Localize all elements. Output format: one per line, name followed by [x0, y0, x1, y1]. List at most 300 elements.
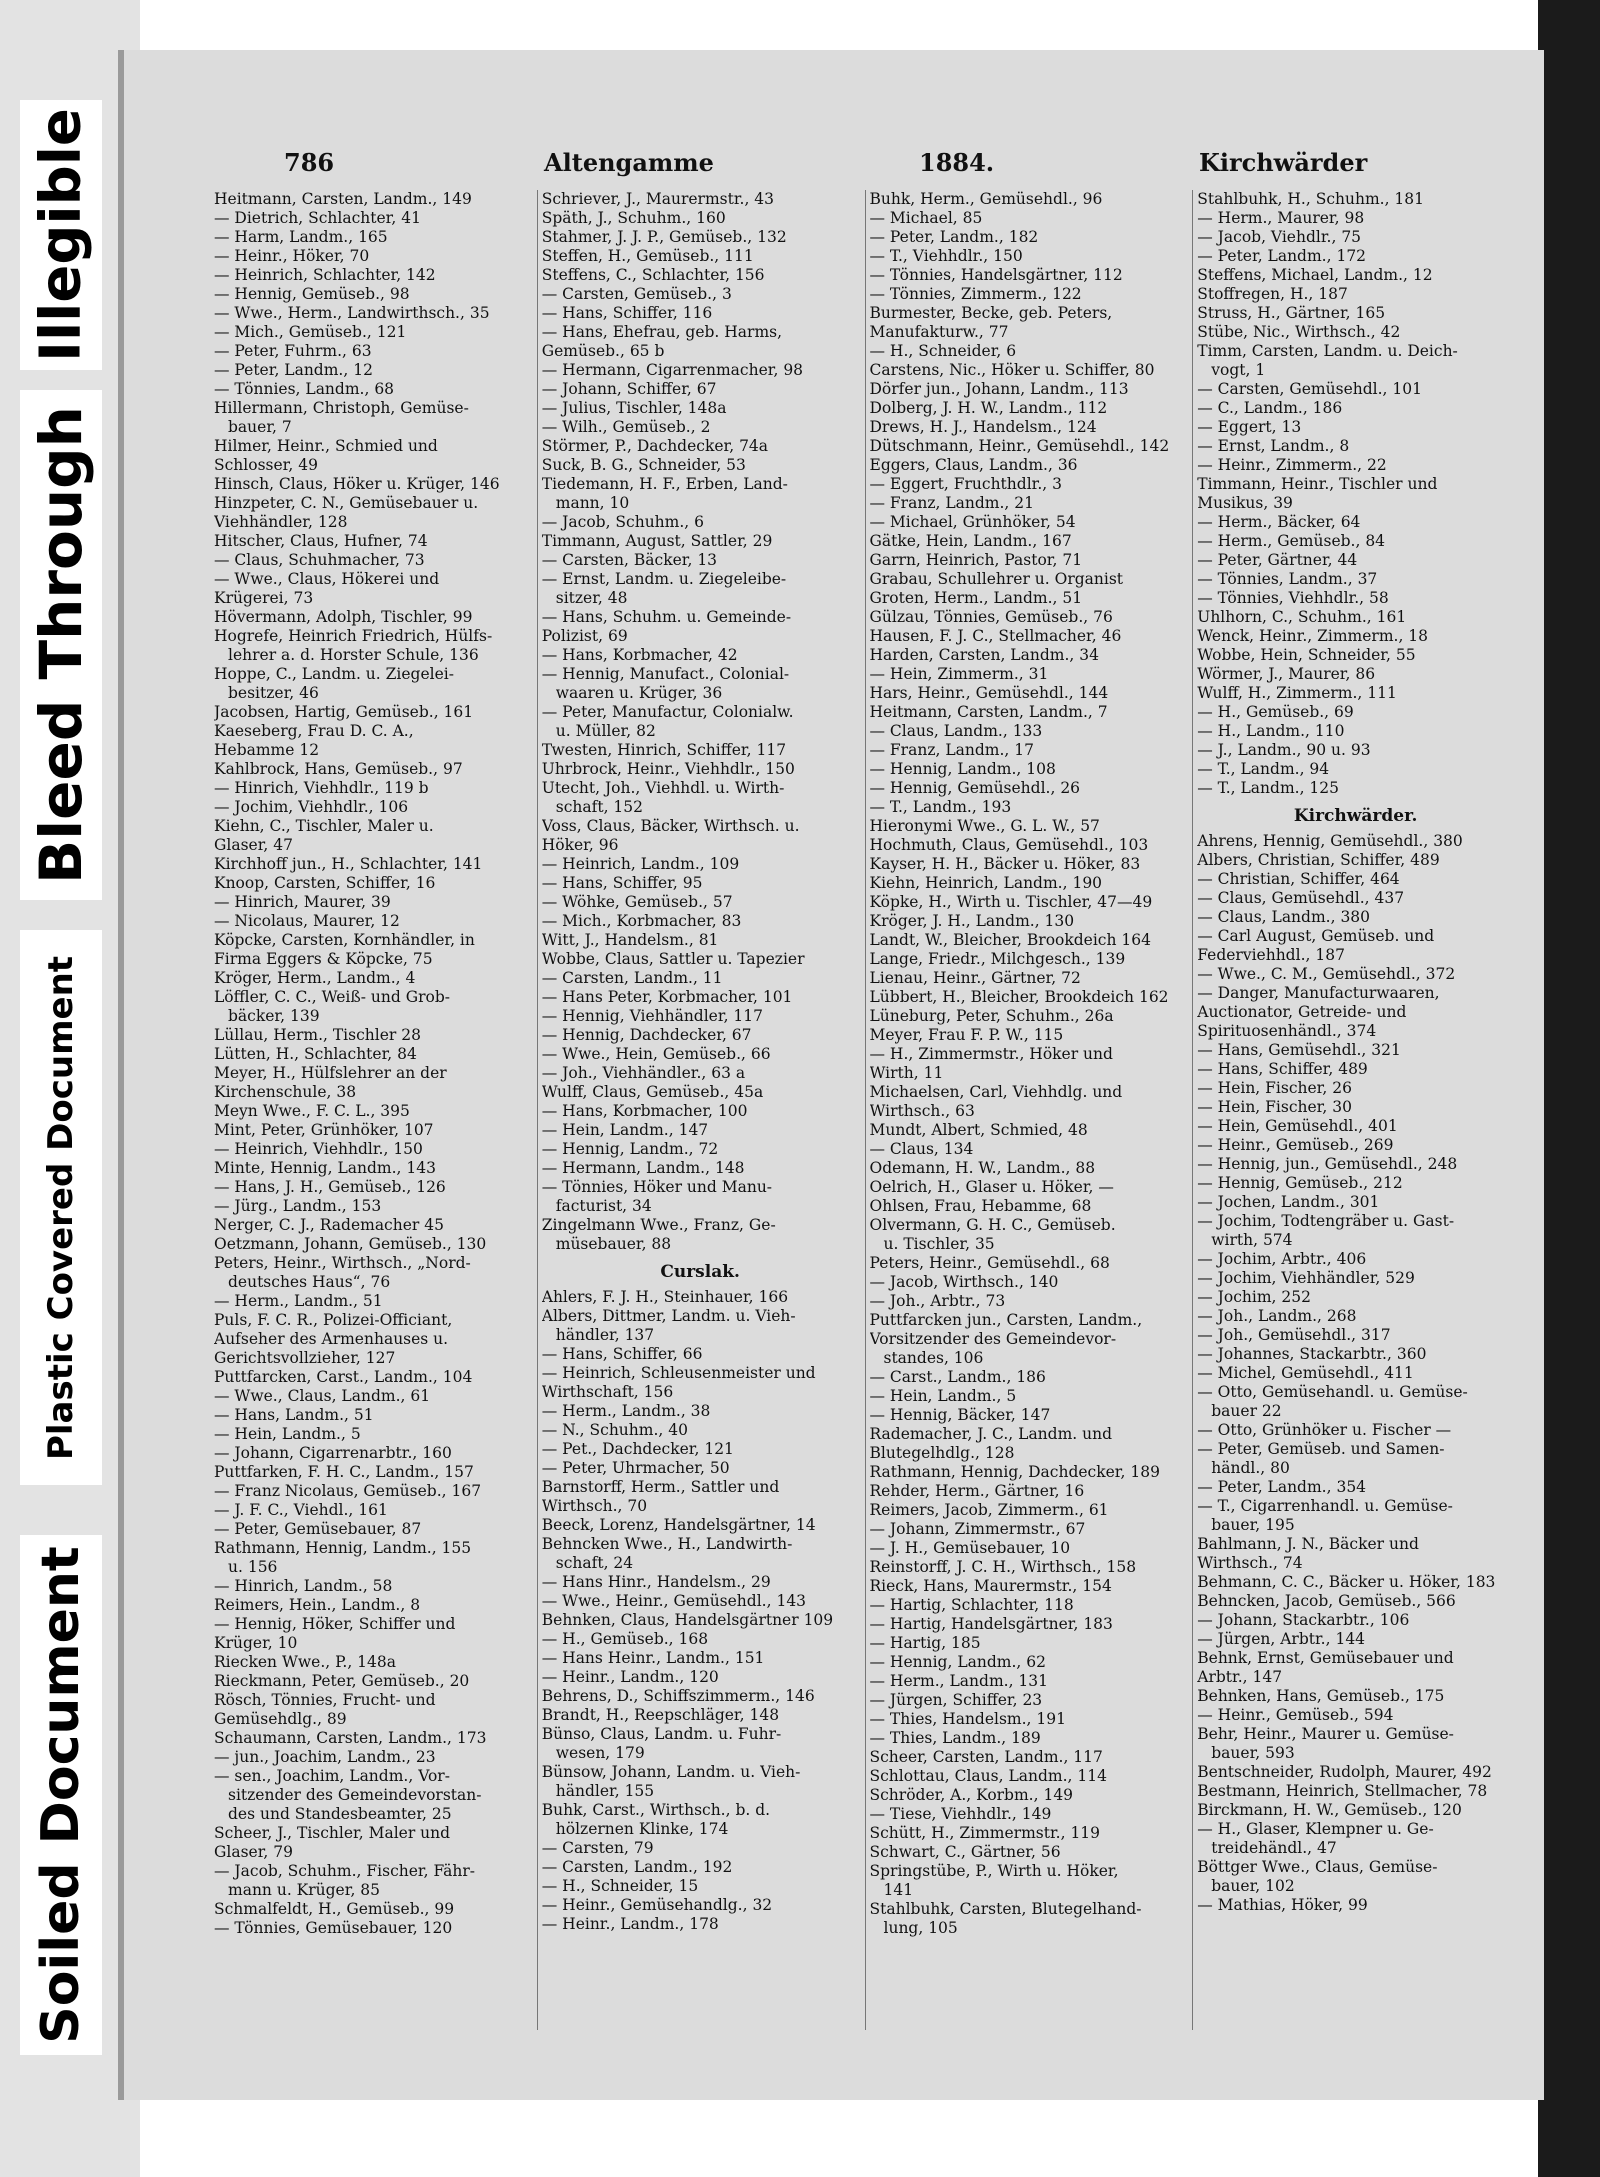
- directory-entry: — Peter, Landm., 182: [869, 228, 1039, 246]
- directory-entry: Wulff, Claus, Gemüseb., 45a: [541, 1083, 764, 1101]
- directory-entry: — T., Cigarrenhandl. u. Gemüse-: [1197, 1497, 1453, 1515]
- label-illegible-text: Illegible: [28, 108, 94, 362]
- section-heading: Kirchwärder.: [1293, 806, 1418, 826]
- directory-entry: u. 156: [228, 1558, 278, 1576]
- directory-entry: Manufakturw., 77: [869, 323, 1009, 341]
- directory-entry: Zingelmann Wwe., Franz, Ge-: [541, 1216, 776, 1234]
- directory-entry: Tiedemann, H. F., Erben, Land-: [541, 475, 788, 493]
- directory-entry: Uhlhorn, C., Schuhm., 161: [1197, 608, 1407, 626]
- directory-entry: — Jochim, Todtengräber u. Gast-: [1197, 1212, 1455, 1230]
- directory-entry: — Carst., Landm., 186: [869, 1368, 1046, 1386]
- directory-entry: händl., 80: [1211, 1459, 1290, 1477]
- directory-entry: müsebauer, 88: [555, 1235, 672, 1253]
- directory-entry: — Harm, Landm., 165: [214, 228, 388, 246]
- directory-entry: — Tönnies, Höker und Manu-: [541, 1178, 773, 1196]
- directory-entry: — Hans, Schiffer, 95: [541, 874, 703, 892]
- directory-entry: — H., Landm., 110: [1197, 722, 1345, 740]
- directory-entry: — Otto, Grünhöker u. Fischer —: [1197, 1421, 1452, 1439]
- directory-entry: Rieckmann, Peter, Gemüseb., 20: [214, 1672, 470, 1690]
- directory-entry: Hitscher, Claus, Hufner, 74: [214, 532, 428, 550]
- directory-entry: — J., Landm., 90 u. 93: [1197, 741, 1371, 759]
- directory-entry: — T., Viehhdlr., 150: [869, 247, 1023, 265]
- directory-entry: Dolberg, J. H. W., Landm., 112: [869, 399, 1108, 417]
- directory-entry: Arbtr., 147: [1197, 1668, 1283, 1686]
- directory-entry: Stübe, Nic., Wirthsch., 42: [1197, 323, 1401, 341]
- directory-entry: — Heinr., Gemüseb., 269: [1197, 1136, 1394, 1154]
- directory-entry: Gätke, Hein, Landm., 167: [869, 532, 1072, 550]
- directory-entry: Groten, Herm., Landm., 51: [869, 589, 1083, 607]
- directory-entry: mann, 10: [555, 494, 630, 512]
- directory-entry: — Peter, Landm., 12: [214, 361, 373, 379]
- directory-entry: — Otto, Gemüsehandl. u. Gemüse-: [1197, 1383, 1468, 1401]
- directory-entry: Hars, Heinr., Gemüsehdl., 144: [869, 684, 1109, 702]
- directory-entry: — Hennig, Landm., 72: [541, 1140, 719, 1158]
- directory-entry: — Wwe., Hein, Gemüseb., 66: [541, 1045, 771, 1063]
- label-plastic-covered: [20, 930, 102, 1485]
- directory-entry: — Carsten, Gemüseb., 3: [541, 285, 732, 303]
- directory-entry: Böttger Wwe., Claus, Gemüse-: [1197, 1858, 1438, 1876]
- directory-entry: Hebamme 12: [214, 741, 320, 759]
- directory-entry: Behnk, Ernst, Gemüsebauer und: [1197, 1649, 1454, 1667]
- directory-entry: — Joh., Landm., 268: [1197, 1307, 1357, 1325]
- directory-entry: Wobbe, Claus, Sattler u. Tapezier: [541, 950, 805, 968]
- directory-entry: Mundt, Albert, Schmied, 48: [869, 1121, 1088, 1139]
- directory-entry: Minte, Hennig, Landm., 143: [214, 1159, 436, 1177]
- directory-entry: Gemüseb., 65 b: [541, 342, 665, 360]
- directory-entry: Wirthsch., 70: [541, 1497, 648, 1515]
- directory-entry: — Johann, Zimmermstr., 67: [869, 1520, 1086, 1538]
- directory-entry: — Peter, Gemüsebauer, 87: [214, 1520, 422, 1538]
- directory-entry: Kirchhoff jun., H., Schlachter, 141: [214, 855, 483, 873]
- directory-entry: Scheer, Carsten, Landm., 117: [869, 1748, 1103, 1766]
- directory-entry: Rehder, Herm., Gärtner, 16: [869, 1482, 1085, 1500]
- directory-entry: — Hinrich, Maurer, 39: [214, 893, 391, 911]
- directory-entry: Wenck, Heinr., Zimmerm., 18: [1197, 627, 1429, 645]
- directory-entry: — Tönnies, Gemüsebauer, 120: [214, 1919, 453, 1937]
- directory-entry: Wobbe, Hein, Schneider, 55: [1197, 646, 1416, 664]
- directory-entry: — T., Landm., 193: [869, 798, 1012, 816]
- directory-entry: Birckmann, H. W., Gemüseb., 120: [1197, 1801, 1462, 1819]
- directory-entry: Polizist, 69: [541, 627, 628, 645]
- directory-entry: — Hennig, Manufact., Colonial-: [541, 665, 790, 683]
- directory-entry: Bünsow, Johann, Landm. u. Vieh-: [541, 1763, 801, 1781]
- directory-entry: — Heinr., Höker, 70: [214, 247, 370, 265]
- column-4: [1197, 190, 1520, 2030]
- directory-entry: sitzender des Gemeindevorstan-: [228, 1786, 482, 1804]
- directory-entry: Knoop, Carsten, Schiffer, 16: [214, 874, 436, 892]
- directory-entry: Meyn Wwe., F. C. L., 395: [214, 1102, 410, 1120]
- directory-entry: — Hans, Schiffer, 116: [541, 304, 713, 322]
- directory-entry: händler, 155: [555, 1782, 655, 1800]
- directory-entry: — Heinrich, Schleusenmeister und: [541, 1364, 816, 1382]
- directory-entry: Albers, Dittmer, Landm. u. Vieh-: [541, 1307, 796, 1325]
- directory-entry: — Hein, Fischer, 26: [1197, 1079, 1352, 1097]
- directory-entry: — sen., Joachim, Landm., Vor-: [214, 1767, 450, 1785]
- left-running-title: Altengamme: [544, 148, 714, 177]
- directory-entry: — N., Schuhm., 40: [541, 1421, 688, 1439]
- directory-entry: Utecht, Joh., Viehhdl. u. Wirth-: [541, 779, 785, 797]
- directory-entry: Ohlsen, Frau, Hebamme, 68: [869, 1197, 1092, 1215]
- directory-entry: sitzer, 48: [555, 589, 628, 607]
- directory-entry: Reinstorff, J. C. H., Wirthsch., 158: [869, 1558, 1137, 1576]
- directory-entry: Timmann, Heinr., Tischler und: [1197, 475, 1438, 493]
- directory-entry: Blutegelhdlg., 128: [869, 1444, 1015, 1462]
- directory-entry: Glaser, 47: [214, 836, 293, 854]
- directory-entry: — Pet., Dachdecker, 121: [541, 1440, 734, 1458]
- directory-entry: Wirthschaft, 156: [541, 1383, 674, 1401]
- directory-entry: — H., Schneider, 15: [541, 1877, 699, 1895]
- directory-entry: — Hein, Fischer, 30: [1197, 1098, 1352, 1116]
- directory-entry: Schütt, H., Zimmermstr., 119: [869, 1824, 1101, 1842]
- directory-entry: Wörmer, J., Maurer, 86: [1197, 665, 1376, 683]
- directory-entry: Kayser, H. H., Bäcker u. Höker, 83: [869, 855, 1141, 873]
- directory-entry: — Carl August, Gemüseb. und: [1197, 927, 1435, 945]
- directory-entry: Grabau, Schullehrer u. Organist: [869, 570, 1124, 588]
- directory-entry: waaren u. Krüger, 36: [555, 684, 723, 702]
- directory-entry: treidehändl., 47: [1211, 1839, 1337, 1857]
- directory-entry: Springstübe, P., Wirth u. Höker,: [869, 1862, 1119, 1880]
- directory-entry: — Carsten, 79: [541, 1839, 654, 1857]
- directory-entry: u. Tischler, 35: [883, 1235, 995, 1253]
- directory-entry: standes, 106: [883, 1349, 984, 1367]
- directory-entry: — Wöhke, Gemüseb., 57: [541, 893, 733, 911]
- directory-entry: u. Müller, 82: [555, 722, 656, 740]
- directory-entry: Kiehn, Heinrich, Landm., 190: [869, 874, 1103, 892]
- label-repaired-document: [0, 910, 22, 934]
- directory-entry: besitzer, 46: [228, 684, 319, 702]
- directory-entry: Hausen, F. J. C., Stellmacher, 46: [869, 627, 1122, 645]
- directory-entry: — Hennig, Landm., 62: [869, 1653, 1046, 1671]
- directory-entry: — Nicolaus, Maurer, 12: [214, 912, 400, 930]
- directory-entry: — Herm., Gemüseb., 84: [1197, 532, 1386, 550]
- directory-entry: — Heinr., Gemüsehandlg., 32: [541, 1896, 773, 1914]
- directory-entry: — Joh., Gemüsehdl., 317: [1197, 1326, 1391, 1344]
- directory-entry: — Julius, Tischler, 148a: [541, 399, 727, 417]
- directory-entry: — Heinr., Gemüseb., 594: [1197, 1706, 1394, 1724]
- directory-entry: — Jacob, Schuhm., 6: [541, 513, 705, 531]
- directory-entry: Steffens, C., Schlachter, 156: [541, 266, 765, 284]
- directory-entry: — Tiese, Viehhdlr., 149: [869, 1805, 1052, 1823]
- directory-entry: — Wwe., Claus, Hökerei und: [214, 570, 440, 588]
- directory-entry: Albers, Christian, Schiffer, 489: [1197, 851, 1440, 869]
- directory-entry: Behnken, Claus, Handelsgärtner 109: [541, 1611, 834, 1629]
- directory-entry: — C., Landm., 186: [1197, 399, 1343, 417]
- directory-entry: Späth, J., Schuhm., 160: [541, 209, 726, 227]
- directory-entry: — Hans Heinr., Landm., 151: [541, 1649, 765, 1667]
- directory-entry: — Heinr., Zimmerm., 22: [1197, 456, 1387, 474]
- directory-entry: Jacobsen, Hartig, Gemüseb., 161: [214, 703, 474, 721]
- directory-entry: schaft, 24: [555, 1554, 634, 1572]
- directory-entry: — Hans, Korbmacher, 100: [541, 1102, 748, 1120]
- directory-entry: — J. H., Gemüsebauer, 10: [869, 1539, 1071, 1557]
- directory-entry: — Christian, Schiffer, 464: [1197, 870, 1400, 888]
- directory-entry: Heitmann, Carsten, Landm., 7: [869, 703, 1108, 721]
- directory-entry: — Carsten, Bäcker, 13: [541, 551, 718, 569]
- right-dark-margin: [1538, 0, 1600, 2177]
- directory-entry: — Mich., Korbmacher, 83: [541, 912, 742, 930]
- directory-entry: — Hein, Landm., 5: [214, 1425, 361, 1443]
- directory-entry: — Hennig, Viehhändler, 117: [541, 1007, 764, 1025]
- directory-entry: Kiehn, C., Tischler, Maler u.: [214, 817, 434, 835]
- column-1: [214, 190, 538, 2030]
- directory-entry: Hilmer, Heinr., Schmied und: [214, 437, 438, 455]
- directory-entry: wirth, 574: [1211, 1231, 1293, 1249]
- directory-entry: — Hermann, Cigarrenmacher, 98: [541, 361, 804, 379]
- directory-entry: — Herm., Landm., 131: [869, 1672, 1049, 1690]
- directory-entry: Gerichtsvollzieher, 127: [214, 1349, 396, 1367]
- directory-entry: Suck, B. G., Schneider, 53: [541, 456, 746, 474]
- directory-entry: — Mich., Gemüseb., 121: [214, 323, 407, 341]
- directory-entry: Lienau, Heinr., Gärtner, 72: [869, 969, 1081, 987]
- directory-entry: Lüllau, Herm., Tischler 28: [214, 1026, 421, 1044]
- directory-entry: mann u. Krüger, 85: [228, 1881, 381, 1899]
- directory-entry: Schwart, C., Gärtner, 56: [869, 1843, 1061, 1861]
- directory-entry: — Heinrich, Viehhdlr., 150: [214, 1140, 423, 1158]
- directory-entry: — Danger, Manufacturwaaren,: [1197, 984, 1440, 1002]
- directory-entry: Rösch, Tönnies, Frucht- und: [214, 1691, 436, 1709]
- directory-entry: Peters, Heinr., Gemüsehdl., 68: [869, 1254, 1110, 1272]
- directory-entry: Lange, Friedr., Milchgesch., 139: [869, 950, 1126, 968]
- directory-entry: — Hennig, Gemüseb., 212: [1197, 1174, 1403, 1192]
- directory-entry: — Eggert, 13: [1197, 418, 1302, 436]
- label-soiled-document-text: Soiled Document: [31, 1546, 91, 2044]
- directory-entry: Hoppe, C., Landm. u. Ziegelei-: [214, 665, 454, 683]
- directory-entry: Hinsch, Claus, Höker u. Krüger, 146: [214, 475, 500, 493]
- directory-entry: Rademacher, J. C., Landm. und: [869, 1425, 1113, 1443]
- directory-entry: Köpke, H., Wirth u. Tischler, 47—49: [869, 893, 1153, 911]
- directory-entry: — Hennig, Gemüseb., 98: [214, 285, 410, 303]
- directory-entry: Struss, H., Gärtner, 165: [1197, 304, 1386, 322]
- directory-entry: — Claus, Schuhmacher, 73: [214, 551, 425, 569]
- directory-entry: Stahlbuhk, H., Schuhm., 181: [1197, 190, 1425, 208]
- directory-entry: Oelrich, H., Glaser u. Höker, —: [869, 1178, 1114, 1196]
- directory-entry: Spirituosenhändl., 374: [1197, 1022, 1377, 1040]
- directory-entry: Timmann, August, Sattler, 29: [541, 532, 773, 550]
- directory-entry: Scheer, J., Tischler, Maler und: [214, 1824, 451, 1842]
- directory-entry: — T., Landm., 125: [1197, 779, 1340, 797]
- directory-entry: Aufseher des Armenhauses u.: [214, 1330, 449, 1348]
- directory-entry: — Tönnies, Handelsgärtner, 112: [869, 266, 1123, 284]
- directory-entry: — H., Gemüseb., 69: [1197, 703, 1354, 721]
- directory-entry: — Carsten, Landm., 192: [541, 1858, 733, 1876]
- directory-entry: Wulff, H., Zimmerm., 111: [1197, 684, 1397, 702]
- directory-columns: [214, 190, 1524, 2030]
- directory-entry: — Tönnies, Landm., 37: [1197, 570, 1378, 588]
- label-bleed-through: [20, 390, 102, 900]
- directory-entry: — Tönnies, Zimmerm., 122: [869, 285, 1082, 303]
- directory-entry: — Hans, Schiffer, 66: [541, 1345, 703, 1363]
- directory-entry: Odemann, H. W., Landm., 88: [869, 1159, 1096, 1177]
- directory-entry: Steffen, H., Gemüseb., 111: [541, 247, 754, 265]
- page-number: 786: [284, 148, 335, 177]
- section-heading: Curslak.: [660, 1262, 740, 1282]
- directory-entry: Behmann, C. C., Bäcker u. Höker, 183: [1197, 1573, 1496, 1591]
- directory-entry: Hogrefe, Heinrich Friedrich, Hülfs-: [214, 627, 493, 645]
- year: 1884.: [919, 148, 995, 177]
- directory-entry: — Wilh., Gemüseb., 2: [541, 418, 711, 436]
- directory-entry: — Hein, Gemüsehdl., 401: [1197, 1117, 1398, 1135]
- directory-entry: Wirthsch., 74: [1197, 1554, 1303, 1572]
- directory-entry: — Thies, Landm., 189: [869, 1729, 1041, 1747]
- directory-entry: — Herm., Landm., 38: [541, 1402, 711, 1420]
- directory-entry: Schlottau, Claus, Landm., 114: [869, 1767, 1107, 1785]
- directory-entry: — Wwe., C. M., Gemüsehdl., 372: [1197, 965, 1456, 983]
- directory-entry: Kahlbrock, Hans, Gemüseb., 97: [214, 760, 463, 778]
- directory-entry: Harden, Carsten, Landm., 34: [869, 646, 1099, 664]
- right-running-title: Kirchwärder: [1199, 148, 1368, 177]
- directory-entry: — Claus, Gemüsehdl., 437: [1197, 889, 1405, 907]
- directory-entry: Puttfarken, F. H. C., Landm., 157: [214, 1463, 474, 1481]
- directory-entry: Lütten, H., Schlachter, 84: [214, 1045, 417, 1063]
- directory-entry: Dütschmann, Heinr., Gemüsehdl., 142: [869, 437, 1170, 455]
- directory-entry: Behr, Heinr., Maurer u. Gemüse-: [1197, 1725, 1454, 1743]
- directory-entry: — Tönnies, Landm., 68: [214, 380, 395, 398]
- directory-entry: Buhk, Carst., Wirthsch., b. d.: [541, 1801, 771, 1819]
- directory-entry: Musikus, 39: [1197, 494, 1293, 512]
- directory-entry: — Eggert, Fruchthdlr., 3: [869, 475, 1063, 493]
- directory-entry: — Hennig, Bäcker, 147: [869, 1406, 1051, 1424]
- directory-entry: — Hennig, Dachdecker, 67: [541, 1026, 752, 1044]
- directory-entry: — Jürgen, Arbtr., 144: [1197, 1630, 1366, 1648]
- directory-entry: — Wwe., Heinr., Gemüsehdl., 143: [541, 1592, 807, 1610]
- directory-entry: Schriever, J., Maurermstr., 43: [541, 190, 775, 208]
- directory-entry: — Herm., Bäcker, 64: [1197, 513, 1361, 531]
- directory-entry: Bentschneider, Rudolph, Maurer, 492: [1197, 1763, 1492, 1781]
- directory-entry: Schmalfeldt, H., Gemüseb., 99: [214, 1900, 455, 1918]
- page-content: [214, 98, 1524, 2028]
- directory-entry: — H., Zimmermstr., Höker und: [869, 1045, 1113, 1063]
- directory-entry: — Jochim, Viehhdlr., 106: [214, 798, 409, 816]
- directory-entry: bauer, 7: [228, 418, 292, 436]
- directory-entry: Michaelsen, Carl, Viehhdlg. und: [869, 1083, 1123, 1101]
- directory-entry: — Hein, Landm., 5: [869, 1387, 1017, 1405]
- directory-entry: — Jacob, Viehdlr., 75: [1197, 228, 1362, 246]
- directory-entry: Hillermann, Christoph, Gemüse-: [214, 399, 469, 417]
- directory-entry: — Peter, Gärtner, 44: [1197, 551, 1358, 569]
- directory-entry: Riecken Wwe., P., 148a: [214, 1653, 397, 1671]
- directory-entry: Reimers, Hein., Landm., 8: [214, 1596, 421, 1614]
- directory-entry: Lüneburg, Peter, Schuhm., 26a: [869, 1007, 1114, 1025]
- directory-entry: Meyer, H., Hülfslehrer an der: [214, 1064, 447, 1082]
- directory-entry: Peters, Heinr., Wirthsch., „Nord-: [214, 1254, 471, 1272]
- directory-entry: Garrn, Heinrich, Pastor, 71: [869, 551, 1083, 569]
- directory-entry: lung, 105: [883, 1919, 958, 1937]
- label-soiled-document: [20, 1535, 102, 2055]
- directory-entry: — Hennig, Höker, Schiffer und: [214, 1615, 456, 1633]
- directory-entry: Firma Eggers & Köpcke, 75: [214, 950, 433, 968]
- directory-entry: — Hans, Schuhm. u. Gemeinde-: [541, 608, 792, 626]
- directory-entry: — Jochim, 252: [1197, 1288, 1311, 1306]
- directory-entry: — Jochim, Arbtr., 406: [1197, 1250, 1367, 1268]
- directory-entry: Kröger, Herm., Landm., 4: [214, 969, 416, 987]
- directory-entry: — Herm., Landm., 51: [214, 1292, 383, 1310]
- directory-entry: deutsches Haus“, 76: [228, 1273, 391, 1291]
- label-bleed-through-text: Bleed Through: [27, 406, 95, 884]
- directory-entry: — Franz, Landm., 17: [869, 741, 1034, 759]
- directory-entry: Bünso, Claus, Landm. u. Fuhr-: [541, 1725, 782, 1743]
- directory-entry: Gülzau, Tönnies, Gemüseb., 76: [869, 608, 1113, 626]
- directory-entry: bauer, 102: [1211, 1877, 1295, 1895]
- directory-entry: Krüger, 10: [214, 1634, 298, 1652]
- directory-entry: — Hans Peter, Korbmacher, 101: [541, 988, 793, 1006]
- column-3: [870, 190, 1194, 2030]
- directory-entry: — Hennig, Landm., 108: [869, 760, 1056, 778]
- directory-entry: Vorsitzender des Gemeindevor-: [869, 1330, 1117, 1348]
- directory-entry: Stahlbuhk, Carsten, Blutegelhand-: [869, 1900, 1142, 1918]
- directory-entry: Reimers, Jacob, Zimmerm., 61: [869, 1501, 1109, 1519]
- directory-entry: — Heinrich, Landm., 109: [541, 855, 740, 873]
- directory-entry: — H., Glaser, Klempner u. Ge-: [1197, 1820, 1434, 1838]
- directory-entry: händler, 137: [555, 1326, 655, 1344]
- directory-entry: — Hans, Ehefrau, geb. Harms,: [541, 323, 783, 341]
- directory-entry: — Hans Hinr., Handelsm., 29: [541, 1573, 771, 1591]
- directory-entry: Puttfarcken jun., Carsten, Landm.,: [869, 1311, 1143, 1329]
- directory-entry: Behnken, Hans, Gemüseb., 175: [1197, 1687, 1445, 1705]
- directory-entry: Dörfer jun., Johann, Landm., 113: [869, 380, 1129, 398]
- directory-entry: Bestmann, Heinrich, Stellmacher, 78: [1197, 1782, 1488, 1800]
- directory-entry: — Hein, Zimmerm., 31: [869, 665, 1049, 683]
- directory-entry: Hieronymi Wwe., G. L. W., 57: [869, 817, 1100, 835]
- directory-entry: — T., Landm., 94: [1197, 760, 1330, 778]
- directory-entry: Schröder, A., Korbm., 149: [869, 1786, 1074, 1804]
- directory-entry: bäcker, 139: [228, 1007, 320, 1025]
- directory-entry: Höker, 96: [541, 836, 619, 854]
- directory-entry: — Hennig, Gemüsehdl., 26: [869, 779, 1081, 797]
- directory-entry: Gemüsehdlg., 89: [214, 1710, 347, 1728]
- directory-entry: Bahlmann, J. N., Bäcker und: [1197, 1535, 1419, 1553]
- directory-entry: Meyer, Frau F. P. W., 115: [869, 1026, 1064, 1044]
- directory-entry: — Johann, Stackarbtr., 106: [1197, 1611, 1410, 1629]
- directory-entry: — Michael, 85: [869, 209, 983, 227]
- directory-entry: Timm, Carsten, Landm. u. Deich-: [1197, 342, 1458, 360]
- directory-entry: — Michel, Gemüsehdl., 411: [1197, 1364, 1414, 1382]
- directory-entry: Brandt, H., Reepschläger, 148: [541, 1706, 780, 1724]
- directory-entry: Eggers, Claus, Landm., 36: [869, 456, 1078, 474]
- directory-entry: Schaumann, Carsten, Landm., 173: [214, 1729, 487, 1747]
- directory-entry: bauer 22: [1211, 1402, 1282, 1420]
- directory-entry: — Herm., Maurer, 98: [1197, 209, 1365, 227]
- directory-entry: Drews, H. J., Handelsm., 124: [869, 418, 1097, 436]
- directory-entry: — H., Gemüseb., 168: [541, 1630, 709, 1648]
- directory-entry: hölzernen Klinke, 174: [555, 1820, 729, 1838]
- directory-entry: — Hans, J. H., Gemüseb., 126: [214, 1178, 446, 1196]
- directory-entry: — Dietrich, Schlachter, 41: [214, 209, 421, 227]
- directory-entry: vogt, 1: [1211, 361, 1266, 379]
- directory-entry: — Carsten, Landm., 11: [541, 969, 723, 987]
- directory-entry: Ahlers, F. J. H., Steinhauer, 166: [541, 1288, 789, 1306]
- directory-entry: Twesten, Hinrich, Schiffer, 117: [541, 741, 787, 759]
- column-2: [542, 190, 866, 2030]
- directory-entry: — Hans, Landm., 51: [214, 1406, 374, 1424]
- directory-entry: Nerger, C. J., Rademacher 45: [214, 1216, 444, 1234]
- directory-entry: — Peter, Landm., 172: [1197, 247, 1367, 265]
- directory-entry: Buhk, Herm., Gemüsehdl., 96: [869, 190, 1103, 208]
- directory-entry: Lübbert, H., Bleicher, Brookdeich 162: [869, 988, 1169, 1006]
- directory-entry: Störmer, P., Dachdecker, 74a: [541, 437, 769, 455]
- directory-entry: Schlosser, 49: [214, 456, 318, 474]
- directory-entry: — Joh., Arbtr., 73: [869, 1292, 1006, 1310]
- directory-entry: Ahrens, Hennig, Gemüsehdl., 380: [1197, 832, 1463, 850]
- directory-entry: — Franz, Landm., 21: [869, 494, 1034, 512]
- directory-entry: Steffens, Michael, Landm., 12: [1197, 266, 1433, 284]
- directory-entry: — Franz Nicolaus, Gemüseb., 167: [214, 1482, 482, 1500]
- directory-entry: — Peter, Manufactur, Colonialw.: [541, 703, 794, 721]
- directory-entry: Burmester, Becke, geb. Peters,: [869, 304, 1113, 322]
- scanned-page: [118, 50, 1544, 2100]
- directory-entry: — Hermann, Landm., 148: [541, 1159, 745, 1177]
- directory-entry: bauer, 195: [1211, 1516, 1295, 1534]
- directory-entry: — Tönnies, Viehhdlr., 58: [1197, 589, 1389, 607]
